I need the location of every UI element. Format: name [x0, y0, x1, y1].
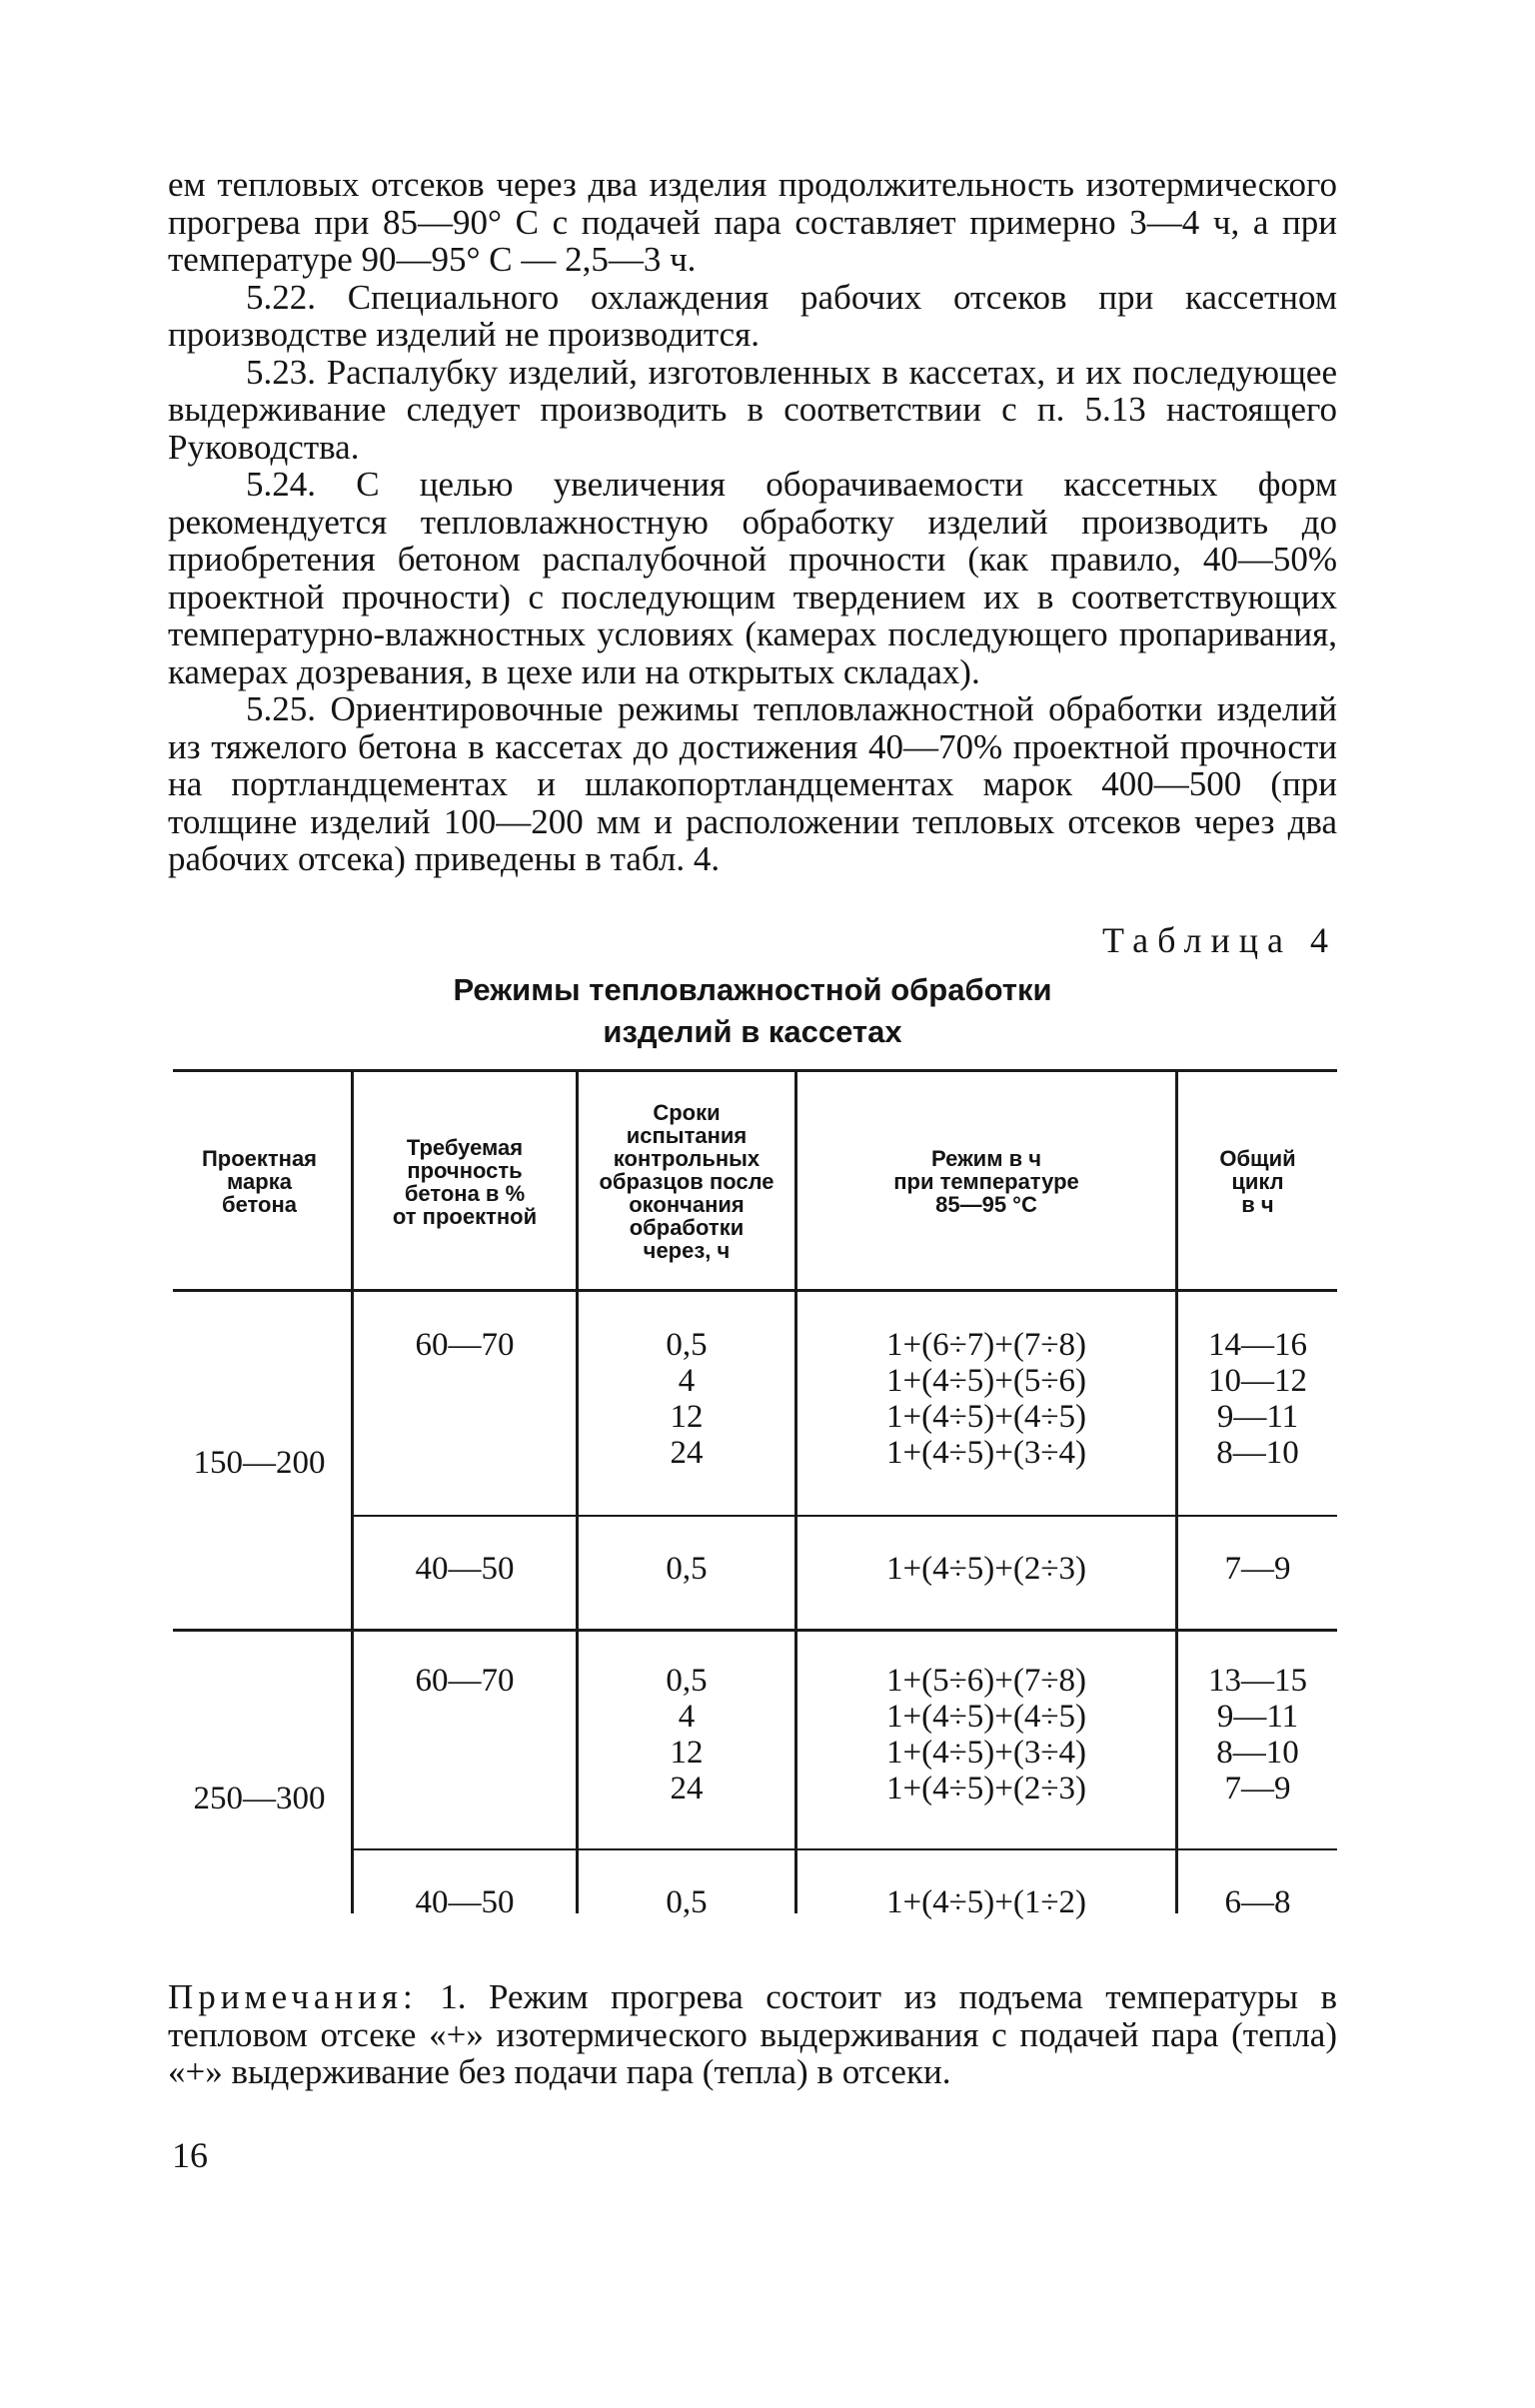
mode-cell: [797, 1884, 1175, 1920]
header-test-time-line: обработки: [629, 1215, 745, 1240]
mode-value: 1+(4÷5)+(3÷4): [886, 1735, 1086, 1771]
body-text: [168, 166, 1337, 878]
group2-inner-rule: [353, 1848, 1337, 1850]
mode-cell: [797, 1327, 1175, 1471]
test-time-cell: [579, 1551, 794, 1587]
grade-cell: 150—200: [193, 1445, 326, 1481]
data-table: [168, 1069, 1337, 2408]
header-strength-line: бетона в %: [404, 1180, 526, 1206]
group-separator-rule: [173, 1629, 1337, 1632]
table-title: [168, 969, 1337, 1053]
header-bottom-rule: [173, 1289, 1337, 1292]
header-cycle-line: Общий: [1219, 1146, 1296, 1171]
header-mode-line: 85—95 °С: [935, 1192, 1037, 1217]
test-time-value: 0,5: [666, 1663, 708, 1699]
cycle-cell: [1178, 1663, 1337, 1806]
header-cycle: [1178, 1079, 1337, 1284]
mode-value: 1+(4÷5)+(2÷3): [886, 1771, 1086, 1806]
strength-cell: 40—50: [415, 1551, 515, 1587]
header-mode: [797, 1079, 1175, 1284]
mode-cell: [797, 1551, 1175, 1587]
header-strength: [354, 1079, 576, 1284]
mode-value: 1+(4÷5)+(5÷6): [886, 1363, 1086, 1399]
header-grade-line: бетона: [222, 1192, 297, 1217]
test-time-cell: [579, 1663, 794, 1806]
page-number: 16: [172, 2135, 208, 2175]
header-test-time-line: через, ч: [643, 1238, 731, 1263]
strength-cell: 40—50: [415, 1884, 515, 1920]
cycle-value: 8—10: [1216, 1435, 1299, 1471]
paragraph-5-23: 5.23. Распалубку изделий, изготовленных в кассетах, и их последующее выдерживание следует производить в соответствии с п. 5.13 настоящего Руководства.: [168, 352, 1337, 467]
cycle-value: 8—10: [1216, 1735, 1299, 1771]
header-cycle-line: в ч: [1241, 1192, 1274, 1217]
table-top-rule: [173, 1069, 1337, 1072]
strength-cell: 60—70: [415, 1663, 515, 1699]
paragraph-5-25: 5.25. Ориентировочные режимы тепловлажностной обработки изделий из тяжелого бетона в кассетах до достижения 40—70% проектной прочности на портландцементах и шлакопортландцементах марок 400—500 (при толщине изделий 100—200 мм и расположении тепловых отсеков через два рабочих отсека) приведены в табл. 4.: [168, 689, 1337, 878]
header-strength-line: Требуемая: [406, 1134, 524, 1160]
test-time-cell: [579, 1884, 794, 1920]
mode-cell: [797, 1663, 1175, 1806]
test-time-value: 4: [678, 1363, 696, 1399]
header-test-time-line: образцов после: [599, 1169, 774, 1194]
table-caption: Таблица 4: [1102, 920, 1337, 960]
cycle-cell: [1178, 1551, 1337, 1587]
cycle-value: 7—9: [1224, 1551, 1291, 1587]
header-strength-line: прочность: [407, 1157, 523, 1183]
mode-value: 1+(4÷5)+(2÷3): [886, 1551, 1086, 1587]
header-grade-line: марка: [227, 1169, 292, 1194]
cycle-value: 9—11: [1216, 1399, 1299, 1435]
mode-value: 1+(4÷5)+(3÷4): [886, 1435, 1086, 1471]
paragraph-5-22: 5.22. Специального охлаждения рабочих отсеков при кассетном производстве изделий не производится.: [168, 277, 1337, 354]
paragraph-continuation: ем тепловых отсеков через два изделия продолжительность изотермического прогрева при 85—90° С с подачей пара составляет примерно 3—4 ч, а при температуре 90—95° С — 2,5—3 ч.: [168, 165, 1337, 279]
table-title-line-2: изделий в кассетах: [603, 1014, 902, 1049]
cycle-cell: [1178, 1327, 1337, 1471]
test-time-value: 12: [670, 1735, 704, 1771]
notes-text: 1. Режим прогрева состоит из подъема температуры в тепловом отсеке «+» изотермического выдерживания с подачей пара (тепла) «+» выдерживание без подачи пара (тепла) в отсеки.: [168, 1977, 1337, 2091]
mode-value: 1+(6÷7)+(7÷8): [886, 1327, 1086, 1363]
header-cycle-line: цикл: [1231, 1169, 1284, 1194]
header-test-time: [579, 1079, 794, 1284]
test-time-cell: [579, 1327, 794, 1471]
table-title-line-1: Режимы тепловлажностной обработки: [453, 972, 1052, 1007]
header-test-time-line: контрольных: [613, 1146, 761, 1171]
header-test-time-line: Сроки: [653, 1100, 721, 1125]
cycle-value: 10—12: [1208, 1363, 1307, 1399]
cycle-cell: [1178, 1884, 1337, 1920]
mode-value: 1+(4÷5)+(4÷5): [886, 1399, 1086, 1435]
test-time-value: 4: [678, 1699, 696, 1735]
header-mode-line: Режим в ч: [931, 1146, 1041, 1171]
header-test-time-line: окончания: [629, 1192, 745, 1217]
test-time-value: 0,5: [666, 1327, 708, 1363]
notes-label: Примечания:: [168, 1977, 418, 2016]
header-mode-line: при температуре: [893, 1169, 1079, 1194]
cycle-value: 13—15: [1208, 1663, 1307, 1699]
grade-cell: 250—300: [193, 1781, 326, 1816]
mode-value: 1+(4÷5)+(1÷2): [886, 1884, 1086, 1920]
paragraph-5-24: 5.24. С целью увеличения оборачиваемости кассетных форм рекомендуется тепловлажностную обработку изделий производить до приобретения бетоном распалубочной прочности (как правило, 40—50% проектной прочности) с последующим твердением их в соответствующих температурно-влажностных условиях (камерах последующего пропаривания, камерах дозревания, в цехе или на открытых складах).: [168, 465, 1337, 691]
cycle-value: 9—11: [1216, 1699, 1299, 1735]
header-test-time-line: испытания: [626, 1123, 748, 1148]
header-strength-line: от проектной: [392, 1203, 538, 1229]
strength-cell: 60—70: [415, 1327, 515, 1363]
header-grade: [168, 1079, 351, 1284]
test-time-value: 24: [670, 1771, 704, 1806]
table-notes: [168, 1978, 1337, 2091]
header-grade-line: Проектная: [201, 1146, 318, 1171]
test-time-value: 0,5: [666, 1884, 708, 1920]
mode-value: 1+(4÷5)+(4÷5): [886, 1699, 1086, 1735]
cycle-value: 7—9: [1224, 1771, 1291, 1806]
test-time-value: 0,5: [666, 1551, 708, 1587]
mode-value: 1+(5÷6)+(7÷8): [886, 1663, 1086, 1699]
test-time-value: 24: [670, 1435, 704, 1471]
group1-inner-rule: [353, 1515, 1337, 1517]
cycle-value: 14—16: [1208, 1327, 1307, 1363]
test-time-value: 12: [670, 1399, 704, 1435]
cycle-value: 6—8: [1224, 1884, 1291, 1920]
